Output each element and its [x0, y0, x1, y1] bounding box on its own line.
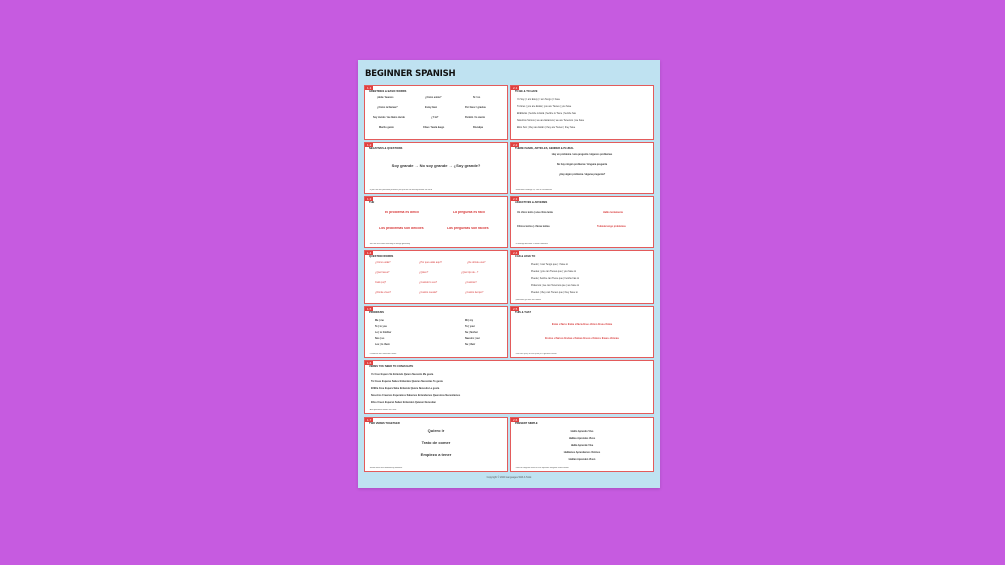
card-line: Estos chicos Estas chicas Esos chicos Esas chicas — [545, 337, 619, 340]
card-tag: 1·3 — [367, 197, 372, 201]
card-line: ¿Cómo estás? — [425, 96, 442, 99]
card-line: Tu | your — [465, 325, 475, 328]
card-line: Chicos lentos | chicas lentas — [517, 225, 550, 228]
card-tag: 1·5 — [367, 307, 372, 311]
card-tag: 2·1 — [513, 86, 518, 90]
card-title: ADJECTIVES & ADVERBS — [515, 201, 548, 204]
copyright: Copyright © 2020 Languages With A Twist — [486, 476, 532, 479]
card-title: PRESENT SIMPLE — [515, 422, 538, 425]
card-line: Trato de comer — [421, 440, 451, 445]
card-line: Te | to you — [375, 325, 387, 328]
card-title: PRONOUNS — [369, 311, 384, 314]
card-can-have-to — [510, 250, 654, 304]
card-line: ¿Cómo te llamas? — [377, 106, 398, 109]
card-line: El problema es difícil — [385, 211, 419, 214]
card-line: Este chico Esta chica Ese chico Esa chica — [551, 323, 613, 326]
card-line: Hablamos Aprendemos Vivimos — [563, 451, 601, 454]
card-line: Ellos Creen Esperan Saben Entienden Quieren Necesitan — [371, 401, 436, 404]
card-line: Puedes | you can Tienes que | you have to — [531, 270, 577, 273]
card-tag: 2·5 — [513, 307, 518, 311]
card-line: Todavía tengo problemas — [597, 225, 626, 228]
card-line: Nuestro | our — [465, 337, 480, 340]
card-greetings — [364, 85, 508, 140]
card-title: NEGATIVES & QUESTIONS — [369, 147, 403, 150]
card-the — [364, 196, 508, 248]
card-line: Puedo | I can Tengo que | I have to — [531, 263, 568, 266]
card-line: Mucho gusto — [379, 126, 394, 129]
card-line: Soy grande → No soy grande → ¿Soy grande? — [391, 163, 481, 168]
card-tag: 2·6 — [513, 418, 518, 422]
card-line: ¿Dónde vives? — [375, 291, 391, 294]
card-line: Chao / hasta luego — [423, 126, 445, 129]
card-line: Empiezo a tener — [420, 452, 452, 457]
card-line: Soy Jacob / me llamo Jacob — [373, 116, 405, 119]
card-line: Las preguntas son fáciles — [447, 227, 489, 230]
card-line: Nos | us — [375, 337, 385, 340]
card-tag: 1·2 — [367, 143, 372, 147]
card-tag: 1·7 — [367, 418, 372, 422]
card-line: ¿Por qué estás aquí? — [419, 261, 442, 264]
card-line: ¿Cuánto tiempo? — [465, 291, 484, 294]
card-line: Me | me — [375, 319, 384, 322]
card-line: Hablo lentamente — [603, 211, 623, 214]
card-line: Yo Creo Espero Sé Entiendo Quiero Necesito Me gusta — [371, 373, 434, 376]
card-line: Le | to him/her — [375, 331, 392, 334]
card-line: ¿Cuándo lo ves? — [419, 281, 438, 284]
card-line: Pueden | they can Tienen que | they have to — [531, 291, 578, 294]
card-tag: 1·6 — [367, 361, 372, 365]
card-line: La pregunta es fácil — [453, 211, 485, 214]
card-footnote: *Find all irregular verbs in the separate irregular verbs leaflet — [515, 467, 569, 469]
card-line: Mi | my — [465, 319, 474, 322]
card-footnote: *use esto (this) or eso (that) in a general sense — [515, 353, 557, 355]
card-line: ¿De dónde eres? — [467, 261, 486, 264]
card-verbs — [364, 360, 654, 414]
card-line: Podemos | we can Tenemos que | we have to — [531, 284, 580, 287]
card-line: Hablas Aprendes Vives — [568, 437, 596, 440]
card-there-is — [510, 142, 654, 194]
card-line: ¿Hay algún problema / alguna pregunta? — [558, 173, 606, 176]
card-footnote: *If you use the personal pronoun just put the no directly before the verb — [369, 189, 432, 191]
card-footnote: *Pronouns are used with verbs — [369, 353, 397, 355]
card-title: TWO VERBS TOGETHER — [369, 422, 400, 425]
card-line: Perdón / lo siento — [465, 116, 486, 119]
card-title: THE — [369, 201, 375, 204]
card-footnote: *Some verbs are followed by infinitive — [369, 467, 403, 469]
card-line: Ellos Son | they are Están | they are Tienen | they have — [517, 126, 576, 129]
card-adjectives — [510, 196, 654, 248]
card-line: Puede | he/she can Tiene que | he/she has to — [531, 277, 580, 280]
card-line: ¿Cómo estás? — [375, 261, 391, 264]
card-footnote: *Masculine endings -o, -ma & consonants — [515, 189, 552, 191]
card-line: Él/Ella Cree Espera Sabe Entiende Quiere Necesita Le gusta — [371, 387, 440, 390]
card-footnote: *We use the when referring to things generally — [369, 243, 410, 245]
card-footnote: *a endings become -a when feminine — [515, 243, 548, 245]
card-line: Yo Soy | I am Estoy | I am Tengo | I have — [517, 98, 560, 101]
card-line: Los problemas son difíciles — [379, 227, 424, 230]
card-title: GREETINGS & BASIC WORDS — [369, 90, 407, 93]
card-line: Hablo Aprendo Vivo — [570, 430, 594, 433]
card-two-verbs — [364, 417, 508, 472]
card-tag: 2·4 — [513, 251, 518, 255]
card-tag: 2·3 — [513, 197, 518, 201]
card-title: QUESTION WORDS — [369, 255, 394, 258]
card-present-simple — [510, 417, 654, 472]
card-line: Sí / no — [473, 96, 481, 99]
card-line: Su | his/her — [465, 331, 478, 334]
card-line: Quiero ir — [427, 428, 445, 433]
card-line: ¿Quién? — [419, 271, 429, 274]
card-line: ¿Qué tipo de...? — [461, 271, 479, 274]
card-line: Por favor / gracias — [465, 106, 486, 109]
card-line: Hablan Aprenden Viven — [568, 458, 596, 461]
card-tag: 1·4 — [367, 251, 372, 255]
card-line: ¡Hola / buenos — [377, 96, 394, 99]
card-line: ¿Cuánto cuesta? — [419, 291, 438, 294]
card-line: Cuál (es)? — [375, 281, 387, 284]
card-line: Disculpa — [473, 126, 483, 129]
card-negatives — [364, 142, 508, 194]
card-to-be — [510, 85, 654, 140]
card-line: Nosotros Somos | we are Estamos | we are Tenemos | we have — [517, 119, 585, 122]
card-this-that — [510, 306, 654, 358]
card-title: VERBS YOU NEED TO CONJUGATE — [369, 365, 414, 368]
card-line: ¿Qué haces? — [375, 271, 390, 274]
cheat-sheet — [358, 60, 660, 488]
card-line: Él/Ella Es | he/she is Está | he/she is Tiene | he/she has — [517, 112, 576, 115]
card-title: THIS & THAT — [515, 311, 531, 314]
card-line: Estoy bien — [425, 106, 438, 109]
card-question-words — [364, 250, 508, 304]
card-title: THERE IS/ARE, ARTICLES, GENDER & PLURAL — [515, 147, 574, 150]
card-line: Habla Aprende Vive — [570, 444, 594, 447]
card-title: CAN & HAVE TO — [515, 255, 536, 258]
card-line: Tú Eres | you are Estás | you are Tienes | you have — [517, 105, 572, 108]
card-line: Tú Crees Esperas Sabes Entiendes Quieres Necesitas Te gusta — [371, 380, 443, 383]
card-title: TO BE & TO HAVE — [515, 90, 538, 93]
card-line: Un chico lento | una chica lenta — [517, 211, 553, 214]
card-line: Nosotros Creemos Esperamos Sabemos Entendemos Queremos Necesitamos — [371, 394, 461, 397]
card-tag: 2·2 — [513, 143, 518, 147]
card-tag: 1·1 — [367, 86, 372, 90]
card-line: ¿Y tú? — [431, 116, 439, 119]
card-footnote: *And pronouns before the verb — [369, 409, 397, 411]
card-pronouns — [364, 306, 508, 358]
sheet-title: BEGINNER SPANISH — [365, 69, 456, 79]
card-footnote: *pronouns go after the modal — [515, 299, 541, 301]
card-line: ¿Cuántos? — [465, 281, 477, 284]
card-line: Su | their — [465, 343, 476, 346]
card-line: Les | to them — [375, 343, 390, 346]
card-line: Hay un problema / una pregunta / algunos problemas — [551, 153, 613, 156]
card-line: No hay ningún problema / ninguna pregunta — [556, 163, 608, 166]
